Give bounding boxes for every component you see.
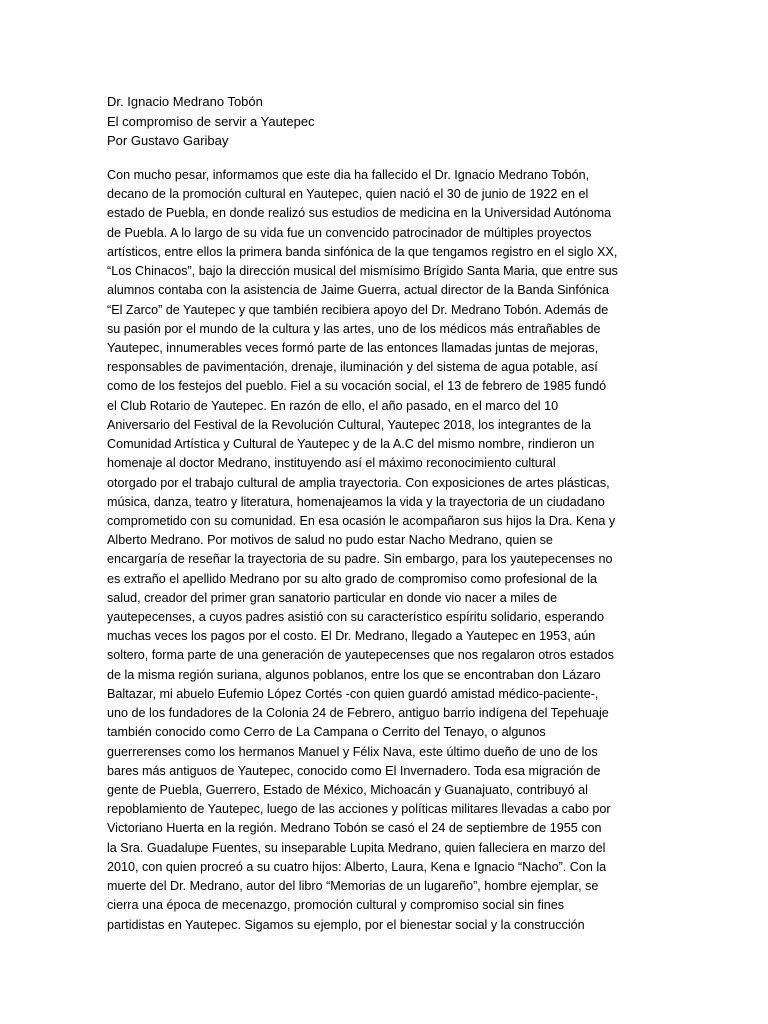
body-line: cierra una época de mecenazgo, promoción cultural y compromiso social sin fines: [107, 898, 565, 913]
body-line: artísticos, entre ellos la primera banda sinfónica de la que tengamos registro en el siglo XX,: [107, 244, 618, 259]
body-line: soltero, forma parte de una generación de yautepecenses que nos regalaron otros estados: [107, 648, 614, 663]
body-line: homenaje al doctor Medrano, instituyendo así el máximo reconocimiento cultural: [107, 456, 556, 471]
body-line: muerte del Dr. Medrano, autor del libro “Memorias de un lugareño”, hombre ejemplar, se: [107, 879, 599, 894]
body-line: de Puebla. A lo largo de su vida fue un convencido patrocinador de múltiples proyectos: [107, 225, 592, 240]
body-line: como de los festejos del pueblo. Fiel a su vocación social, el 13 de febrero de 1985 fundó: [107, 379, 607, 394]
body-line: otorgado por el trabajo cultural de amplia trayectoria. Con exposiciones de artes plásticas,: [107, 475, 610, 490]
body-line: repoblamiento de Yautepec, luego de las acciones y políticas militares llevadas a cabo por: [107, 802, 611, 817]
body-line: Con mucho pesar, informamos que este dia ha fallecido el Dr. Ignacio Medrano Tobón,: [107, 168, 590, 182]
body-line: es extraño el apellido Medrano por su alto grado de compromiso como profesional de la: [107, 571, 598, 586]
body-line: estado de Puebla, en donde realizó sus estudios de medicina en la Universidad Autónoma: [107, 206, 612, 221]
body-line: 2010, con quien procreó a su cuatro hijos: Alberto, Laura, Kena e Ignacio “Nacho”. Con la: [107, 859, 607, 874]
body-line: muchas veces los pagos por el costo. El Dr. Medrano, llegado a Yautepec en 1953, aún: [107, 629, 596, 644]
document-subtitle: El compromiso de servir a Yautepec: [107, 113, 315, 129]
body-line: salud, creador del primer gran sanatorio particular en donde vio nacer a miles de: [107, 590, 558, 605]
body-line: también conocido como Cerro de La Campana o Cerrito del Tenayo, o algunos: [107, 725, 546, 740]
body-line: guerrerenses como los hermanos Manuel y Félix Nava, este último dueño de uno de los: [107, 744, 598, 759]
body-line: Aniversario del Festival de la Revolución Cultural, Yautepec 2018, los integrantes de la: [107, 417, 591, 432]
body-line: comprometido con su comunidad. En esa ocasión le acompañaron sus hijos la Dra. Kena y: [107, 513, 616, 528]
body-line: “El Zarco” de Yautepec y que también recibiera apoyo del Dr. Medrano Tobón. Además de: [107, 302, 609, 317]
body-line: encargaría de reseñar la trayectoria de su padre. Sin embargo, para los yautepecenses no: [107, 552, 613, 567]
body-line: Comunidad Artística y Cultural de Yautepec y de la A.C del mismo nombre, rindieron un: [107, 437, 595, 452]
body-line: Victoriano Huerta en la región. Medrano Tobón se casó el 24 de septiembre de 1955 con: [107, 821, 602, 836]
body-line: “Los Chinacos”, bajo la dirección musical del mismísimo Brígido Santa Maria, que entre sus: [107, 264, 618, 279]
body-line: su pasión por el mundo de la cultura y las artes, uno de los médicos más entrañables de: [107, 321, 601, 336]
document-header: [107, 92, 667, 151]
document-author: Por Gustavo Garibay: [107, 133, 229, 148]
body-line: Alberto Medrano. Por motivos de salud no pudo estar Nacho Medrano, quien se: [107, 533, 553, 548]
body-line: Baltazar, mi abuelo Eufemio López Cortés -con quien guardó amistad médico-paciente-,: [107, 686, 599, 701]
body-line: gente de Puebla, Guerrero, Estado de México, Michoacán y Guanajuato, contribuyó al: [107, 783, 588, 797]
body-line: música, danza, teatro y literatura, homenajeamos la vida y la trayectoria de un ciudadano: [107, 494, 605, 509]
body-line: bares más antiguos de Yautepec, conocido como El Invernadero. Toda esa migración de: [107, 763, 601, 778]
body-line: decano de la promoción cultural en Yautepec, quien nació el 30 de junio de 1922 en el: [107, 187, 589, 202]
body-line: alumnos contaba con la asistencia de Jaime Guerra, actual director de la Banda Sinfónica: [107, 283, 609, 298]
document-title: Dr. Ignacio Medrano Tobón: [107, 94, 263, 109]
document-body: [107, 166, 667, 935]
body-line: el Club Rotario de Yautepec. En razón de ello, el año pasado, en el marco del 10: [107, 398, 559, 413]
body-line: yautepecenses, a cuyos padres asistió con su característico espíritu solidario, esperando: [107, 610, 605, 625]
body-line: responsables de pavimentación, drenaje, iluminación y del sistema de agua potable, así: [107, 360, 598, 375]
body-line: Yautepec, innumerables veces formó parte de las entonces llamadas juntas de mejoras,: [107, 340, 599, 355]
body-line: de la misma región suriana, algunos poblanos, entre los que se encontraban don Lázaro: [107, 667, 601, 682]
body-line: la Sra. Guadalupe Fuentes, su inseparable Lupita Medrano, quien falleciera en marzo del: [107, 840, 606, 855]
body-line: partidistas en Yautepec. Sigamos su ejemplo, por el bienestar social y la construcción: [107, 917, 585, 932]
body-line: uno de los fundadores de la Colonia 24 de Febrero, antiguo barrio indígena del Tepehuaje: [107, 706, 609, 721]
